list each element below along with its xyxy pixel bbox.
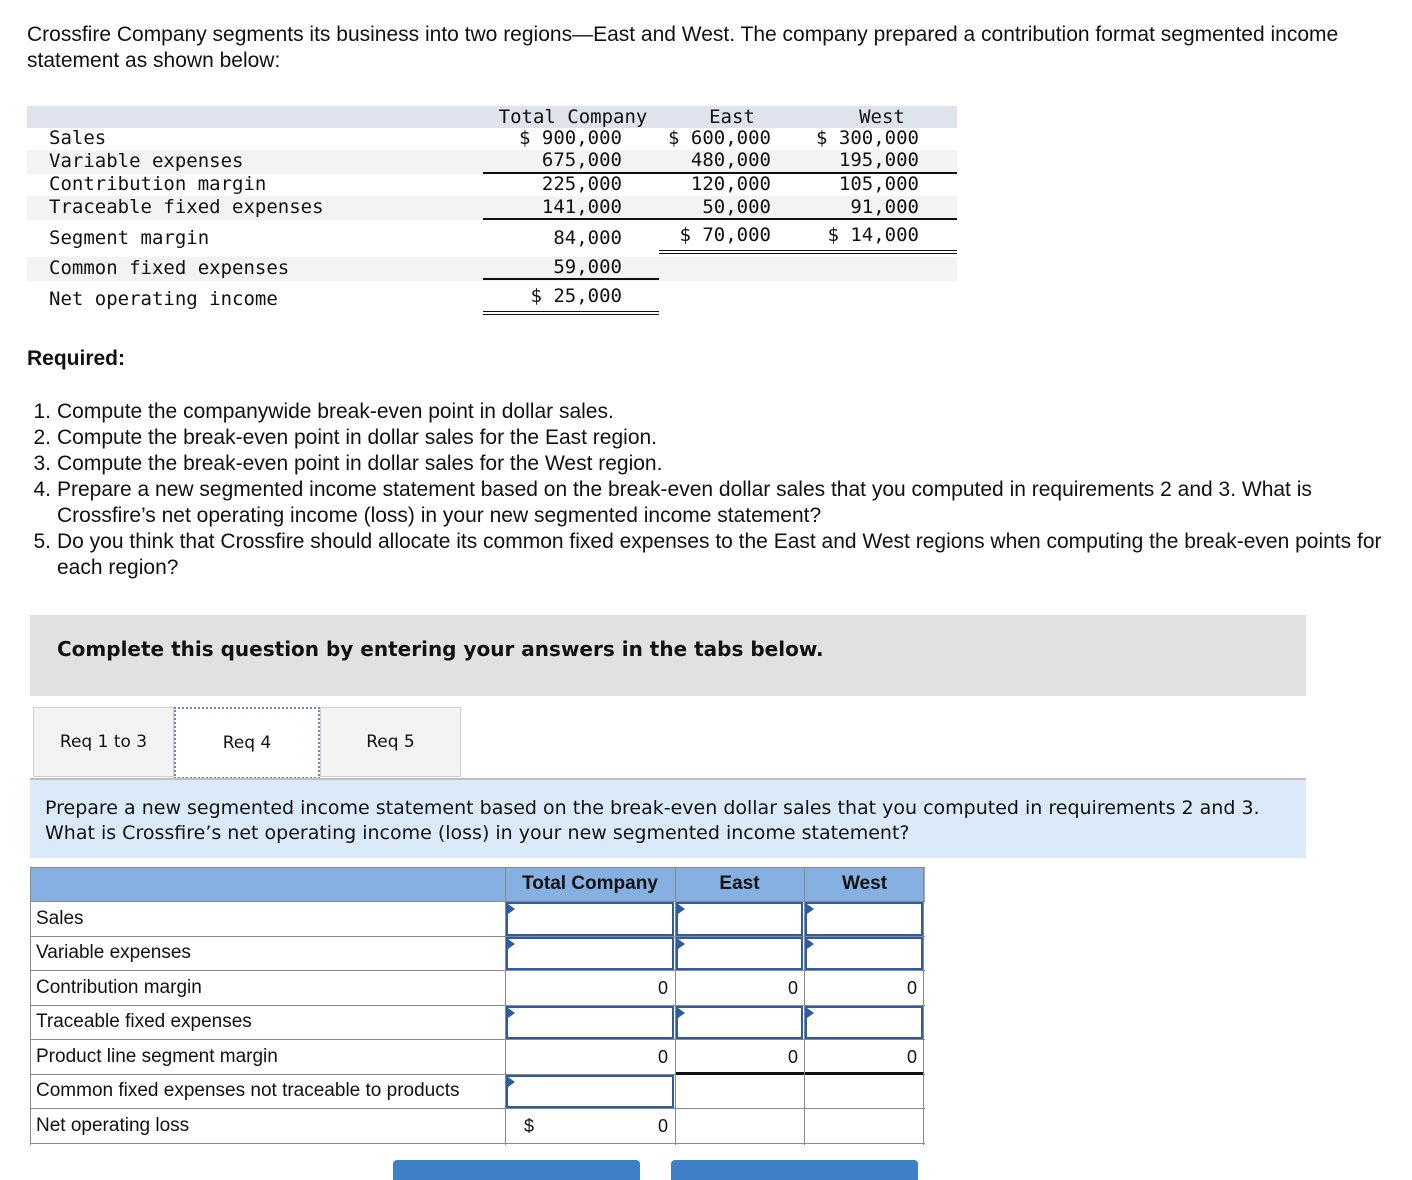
statement-value: 59,000 (553, 256, 622, 278)
statement-value: 105,000 (838, 173, 919, 195)
statement-value: 120,000 (690, 173, 771, 195)
statement-value: 675,000 (541, 149, 622, 171)
underline (659, 172, 809, 174)
statement-value: 50,000 (702, 196, 771, 218)
statement-label: Segment margin (49, 227, 210, 249)
requirement-number: 1. (33, 400, 51, 423)
tab-prompt (30, 780, 1306, 858)
row-label-net-operating-loss: Net operating loss (36, 1115, 190, 1136)
double-underline (809, 250, 957, 254)
segment-margin-underline (805, 1072, 923, 1075)
requirement-item (27, 451, 1407, 477)
sales-total-input[interactable] (506, 902, 674, 936)
double-underline (659, 250, 809, 254)
variable-expenses-east-input[interactable] (676, 937, 803, 970)
double-underline (483, 311, 659, 315)
currency-symbol: $ (524, 1116, 535, 1136)
requirement-number: 2. (33, 426, 51, 449)
grid-line (30, 867, 925, 868)
next-tab-button[interactable] (671, 1160, 918, 1180)
intro-text: Crossfire Company segments its business into two regions—East and West. The company prepared a contribution format segmented income statement as shown below: (27, 23, 1339, 72)
prompt-text: Prepare a new segmented income statement based on the break-even dollar sales that you computed in requirements 2 and 3. What is Crossfire’s net operating income (loss) in your new segmented income statement? (45, 797, 1260, 844)
statement-value: $ 14,000 (827, 224, 919, 246)
statement-label: Traceable fixed expenses (49, 196, 324, 218)
statement-label: Variable expenses (49, 150, 244, 172)
statement-value: 84,000 (553, 227, 622, 249)
net-operating-loss-total: 0 (657, 1116, 668, 1136)
statement-header-total: Total Company (498, 106, 648, 128)
tab-req-5[interactable]: Req 5 (320, 707, 461, 777)
original-income-statement (27, 106, 957, 321)
requirement-tabs (33, 707, 461, 779)
requirement-number: 4. (33, 478, 51, 501)
requirement-item (27, 399, 1407, 425)
row-label-variable-expenses: Variable expenses (36, 942, 191, 963)
underline (809, 218, 957, 220)
grid-line (923, 867, 924, 1145)
statement-value: 141,000 (541, 196, 622, 218)
statement-label: Contribution margin (49, 173, 267, 195)
row-label-sales: Sales (36, 908, 84, 929)
statement-header-east: East (709, 106, 755, 128)
segment-margin-east: 0 (787, 1047, 798, 1067)
requirement-text: Compute the companywide break-even point in dollar sales. (57, 400, 614, 423)
segment-margin-underline (676, 1072, 804, 1075)
traceable-fixed-east-input[interactable] (676, 1006, 803, 1039)
requirement-number: 3. (33, 452, 51, 475)
common-fixed-total-input[interactable] (506, 1075, 674, 1108)
required-title: Required: (27, 347, 126, 370)
requirement-item (27, 425, 1407, 451)
requirements-list (27, 399, 1407, 581)
underline (809, 172, 957, 174)
traceable-fixed-total-input[interactable] (506, 1006, 674, 1039)
row-label-segment-margin: Product line segment margin (36, 1046, 278, 1067)
statement-label: Sales (49, 127, 107, 149)
statement-label: Net operating income (49, 288, 278, 310)
underline (483, 278, 659, 280)
instruction-text: Complete this question by entering your answers in the tabs below. (57, 637, 824, 661)
statement-value: $ 25,000 (530, 285, 622, 307)
requirement-text: Do you think that Crossfire should allocate its common fixed expenses to the East and West regions when computing the break-even points for each region? (57, 530, 1382, 579)
answer-header-west: West (841, 873, 888, 894)
tab-req-4[interactable]: Req 4 (174, 707, 320, 779)
requirement-text: Compute the break-even point in dollar sales for the West region. (57, 452, 663, 475)
answer-header-total: Total Company (522, 873, 658, 894)
statement-value: 195,000 (838, 149, 919, 171)
sales-east-input[interactable] (676, 902, 803, 936)
segment-margin-west: 0 (906, 1047, 917, 1067)
underline (483, 218, 659, 220)
variable-expenses-west-input[interactable] (805, 937, 923, 970)
instruction-banner (30, 615, 1306, 696)
requirement-text: Compute the break-even point in dollar sales for the East region. (57, 426, 658, 449)
statement-header-band (27, 106, 957, 128)
requirement-item (27, 477, 1407, 529)
row-label-traceable-fixed: Traceable fixed expenses (36, 1011, 252, 1032)
statement-value: 225,000 (541, 173, 622, 195)
statement-value: $ 900,000 (519, 127, 622, 149)
statement-value: 91,000 (850, 196, 919, 218)
row-label-contribution-margin: Contribution margin (36, 977, 202, 998)
requirement-text: Prepare a new segmented income statement based on the break-even dollar sales that you computed in requirements 2 and 3. What is Crossfire’s net operating income (loss) in your new segmented income statement? (57, 478, 1312, 527)
contribution-margin-total: 0 (657, 978, 668, 998)
grid-line (30, 1143, 925, 1144)
requirement-item (27, 529, 1407, 581)
answer-table (30, 867, 925, 1145)
statement-value: $ 300,000 (816, 127, 919, 149)
traceable-fixed-west-input[interactable] (805, 1006, 923, 1039)
sales-west-input[interactable] (805, 902, 923, 936)
statement-label: Common fixed expenses (49, 257, 290, 279)
answer-header-east: East (719, 873, 760, 894)
statement-header-west: West (859, 106, 905, 128)
underline (483, 172, 659, 174)
statement-value: $ 600,000 (668, 127, 771, 149)
requirement-number: 5. (33, 530, 51, 553)
prev-tab-button[interactable] (393, 1160, 640, 1180)
underline (659, 218, 809, 220)
grid-line (30, 867, 31, 1145)
row-label-common-fixed: Common fixed expenses not traceable to products (36, 1080, 460, 1101)
contribution-margin-west: 0 (906, 978, 917, 998)
tab-req-1-to-3[interactable]: Req 1 to 3 (33, 707, 174, 777)
segment-margin-total: 0 (657, 1047, 668, 1067)
variable-expenses-total-input[interactable] (506, 937, 674, 970)
contribution-margin-east: 0 (787, 978, 798, 998)
statement-value: 480,000 (690, 149, 771, 171)
statement-value: $ 70,000 (679, 224, 771, 246)
